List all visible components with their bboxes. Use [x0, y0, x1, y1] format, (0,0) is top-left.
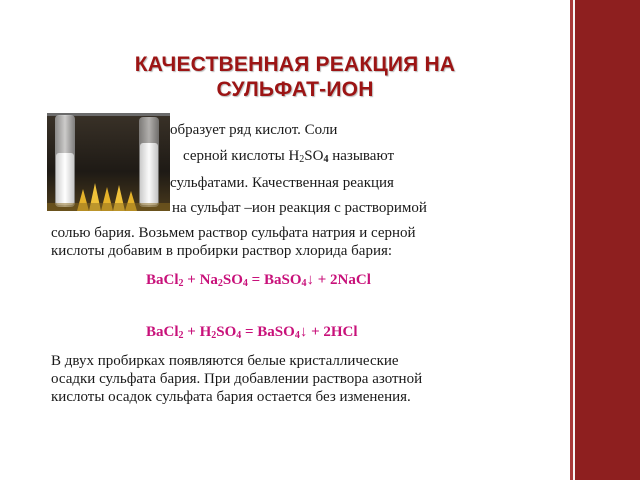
- paragraph-2-line-1: В двух пробирках появляются белые кристаллические: [51, 353, 399, 369]
- eq-part: SO: [216, 324, 237, 340]
- subscript: 4: [242, 278, 248, 289]
- decorative-side-stripe: [570, 0, 640, 480]
- text-segment: SO: [304, 148, 324, 164]
- paragraph-1-line-1: образует ряд кислот. Соли: [170, 122, 338, 138]
- subscript: 2: [178, 330, 184, 341]
- paragraph-1-line-4: на сульфат –ион реакция с растворимой: [172, 200, 427, 216]
- test-tubes-photo: [47, 113, 170, 211]
- eq-part: ↓ + 2NaCl: [306, 272, 371, 288]
- paragraph-1-line-3: сульфатами. Качественная реакция: [170, 175, 394, 191]
- subscript: 2: [178, 278, 184, 289]
- paragraph-1-line-5: солью бария. Возьмем раствор сульфата натрия и серной: [51, 225, 416, 241]
- paragraph-2-line-3: кислоты осадок сульфата бария остается без изменения.: [51, 389, 411, 405]
- subscript: 4: [294, 330, 300, 341]
- title-line-1: КАЧЕСТВЕННАЯ РЕАКЦИЯ НА: [134, 53, 456, 76]
- eq-part: BaCl: [146, 324, 179, 340]
- eq-part: = BaSO: [247, 272, 302, 288]
- text-segment: серной кислоты H: [183, 148, 300, 164]
- eq-part: + Na: [183, 272, 218, 288]
- subscript: 4: [323, 154, 329, 165]
- eq-part: = BaSO: [241, 324, 295, 340]
- test-tubes-illustration: [47, 113, 170, 211]
- text-segment: называют: [328, 148, 395, 164]
- subscript: 2: [211, 330, 217, 341]
- eq-part: BaCl: [146, 272, 179, 288]
- subscript: 4: [301, 278, 307, 289]
- eq-part: ↓ + 2HCl: [299, 324, 358, 340]
- equation-2: [146, 323, 358, 345]
- title-line-2: СУЛЬФАТ-ИОН: [216, 78, 374, 101]
- slide-title: [60, 52, 530, 102]
- paragraph-1-line-2: [183, 147, 394, 169]
- subscript: 2: [299, 154, 305, 165]
- subscript: 2: [217, 278, 223, 289]
- equation-1: [146, 271, 371, 293]
- eq-part: SO: [222, 272, 243, 288]
- eq-part: + H: [183, 324, 212, 340]
- paragraph-1-line-6: кислоты добавим в пробирки раствор хлорида бария:: [51, 243, 393, 259]
- paragraph-2-line-2: осадки сульфата бария. При добавлении раствора азотной: [51, 371, 423, 387]
- subscript: 4: [236, 330, 242, 341]
